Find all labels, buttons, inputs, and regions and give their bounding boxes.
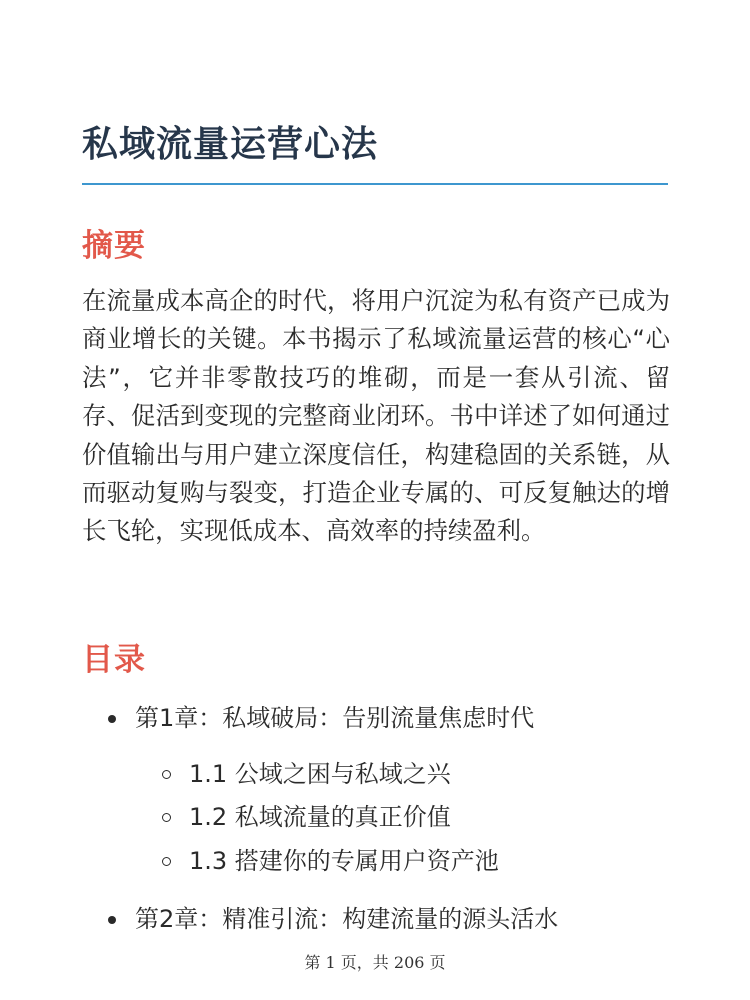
toc-section-label: 1.3 搭建你的专属用户资产池 (189, 847, 499, 875)
bullet-icon (108, 916, 116, 924)
toc-heading: 目录 (82, 642, 146, 678)
toc-chapter-label: 第2章：精准引流：构建流量的源头活水 (135, 905, 559, 933)
abstract-paragraph: 在流量成本高企的时代，将用户沉淀为私有资产已成为商业增长的关键。本书揭示了私域流量运营的核心“心法”，它并非零散技巧的堆砌，而是一套从引流、留存、促活到变现的完整商业闭环。书中详述了如何通过价值输出与用户建立深度信任，构建稳固的关系链，从而驱动复购与裂变，打造企业专属的、可反复触达的增长飞轮，实现低成本、高效率的持续盈利。 (82, 286, 670, 546)
circle-bullet-icon (162, 857, 171, 866)
toc-chapter-label: 第1章：私域破局：告别流量焦虑时代 (135, 704, 535, 732)
bullet-icon (108, 715, 116, 723)
toc-section-label: 1.2 私域流量的真正价值 (189, 803, 451, 831)
page-number-footer: 第 1 页，共 206 页 (304, 953, 446, 972)
toc-section-label: 1.1 公域之困与私域之兴 (189, 760, 451, 788)
circle-bullet-icon (162, 813, 171, 822)
title-divider (82, 183, 668, 185)
circle-bullet-icon (162, 770, 171, 779)
abstract-heading: 摘要 (82, 228, 146, 264)
book-title: 私域流量运营心法 (82, 124, 379, 165)
